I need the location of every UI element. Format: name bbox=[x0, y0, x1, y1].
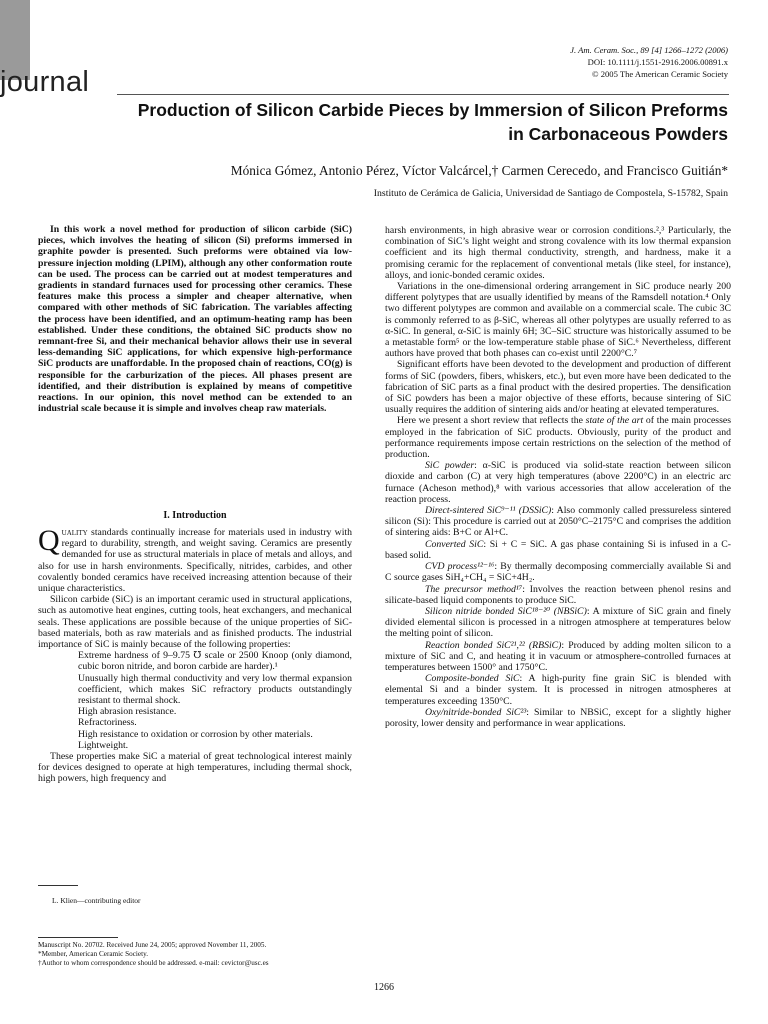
right-paragraph-4: Here we present a short review that reflects the state of the art of the main processes employed in the fabrication of SiC products. Obviously, purity of the product and performance requirements impose certain restrictions on the selection of the method of production. bbox=[385, 415, 731, 461]
contributing-editor: L. Klien—contributing editor bbox=[52, 896, 141, 905]
process-item-composite: Composite-bonded SiC: A high-purity fine grain SiC is blended with elemental Si and a binder system. It is processed in nitrogen atmospheres at temperatures exceeding 1350°C. bbox=[385, 673, 731, 707]
introduction-body bbox=[38, 524, 352, 785]
right-column-body bbox=[385, 225, 731, 729]
property-item: Lightweight. bbox=[78, 739, 129, 751]
intro-paragraph-2: Silicon carbide (SiC) is an important ceramic used in structural applications, such as automotive heat engines, cutting tools, heat exchangers, and mechanical seals. These applications are possible because of the unique properties of SiC-based materials, both as raw materials and as finished products. The industrial importance of SiC is mainly because of the following properties: bbox=[38, 594, 352, 651]
journal-logo: journal bbox=[0, 66, 90, 98]
process-item-nbsic: Silicon nitride bonded SiC¹⁸⁻²⁰ (NBSiC): A mixture of SiC grain and finely divided elemental silicon is processed in a nitrogen atmosphere at temperatures below the melting point of silicon. bbox=[385, 605, 731, 640]
abstract-text: In this work a novel method for production of silicon carbide (SiC) pieces, which involves the heating of silicon (Si) preforms immersed in graphite powder is presented. Such preforms were obtained via low-pressure injection molding (LPIM), although any other conformation route can be used. The process can be carried out at modest temperatures and gradients in standard furnaces used for processing other ceramics. These features make this process a simpler and cheaper alternative, when compared with other methods of SiC fabrication. The variables affecting the process have been identified, and an optimum-heating ramp has been established. Under these conditions, the obtained SiC products show no remnant-free Si, and their mechanical behavior allows their use in several less-demanding SiC applications, for which expensive high-performance SiC products are unaffordable. In the proposed chain of reactions, CO(g) is responsible for the carburization of the pieces. All phases present are identified, and their distribution is explained by means of competitive reactions. In our opinion, this novel method can be extended to an industrial scale because it is simple and involves cheap raw materials. bbox=[38, 224, 352, 415]
intro-paragraph-1: Quality standards continually increase for materials used in industry with regard to durability, strength, and weight saving. Ceramics are presently demanded for use as structural materials in place of metals and alloys, and also for use in harsh environments. Specifically, nitrides, carbides, and other covalently bonded ceramics have received increasing attention because of their unique characteristics. bbox=[38, 524, 352, 595]
process-item-rbsic: Reaction bonded SiC²¹,²² (RBSiC): Produced by adding molten silicon to a mixture of SiC and C, and heating it in vacuum or atmosphere-controlled furnaces at temperatures between 1500° and 1750°C. bbox=[385, 639, 731, 673]
process-item-sic-powder: SiC powder: α-SiC is produced via solid-state reaction between silicon dioxide and carbon (C) at very high temperatures (above 2200°C) in an electric arc furnace (Acheson method),⁸ with various accessories that allow acceleration of the reaction process. bbox=[385, 460, 731, 505]
right-paragraph-1: harsh environments, in high abrasive wear or corrosion conditions.²,³ Particularly, the combination of SiC’s light weight and strong covalence with its low thermal expansion coefficient and its high thermal conductivity, strength, and hardness, make it a promising ceramic for the replacement of conventional metals (like steel, for instance), alloys, and ionic-bonded ceramic oxides. bbox=[385, 225, 731, 281]
article-title bbox=[108, 98, 728, 146]
footnote-rule bbox=[38, 937, 118, 938]
intro-paragraph-3: These properties make SiC a material of great technological interest mainly for devices designed to operate at high temperatures, including thermal shock, high powers, high frequency and bbox=[38, 751, 352, 785]
right-paragraph-2: Variations in the one-dimensional ordering arrangement in SiC produce nearly 200 different polytypes that are usually identified by means of the Ramsdell notation.⁴ Only two different polytypes are common and available on a commercial scale. The cubic 3C is commonly referred to as β-SiC, whereas all other polytypes are usually referred to as α-SiC. In general, α-SiC is mainly 6H; 3C–SiC structure was historically assumed to be a metastable form⁵ or the low-temperature stable phase of SiC.⁶ Nevertheless, different authors have proved that both phases can co-exist until 2200°C.⁷ bbox=[385, 281, 731, 360]
title-line-2: in Carbonaceous Powders bbox=[508, 124, 728, 144]
footnote-member: *Member, American Ceramic Society. bbox=[38, 950, 149, 959]
process-item-precursor: The precursor method¹⁷: Involves the reaction between phenol resins and silicate-based liquid components to produce SiC. bbox=[385, 583, 731, 606]
title-line-1: Production of Silicon Carbide Pieces by Immersion of Silicon Preforms bbox=[137, 100, 728, 120]
header-rule bbox=[117, 94, 729, 95]
section-heading: I. Introduction bbox=[163, 510, 227, 521]
property-item: High abrasion resistance. bbox=[78, 706, 177, 718]
footnote-correspondence: †Author to whom correspondence should be addressed. e-mail: cevictor@usc.es bbox=[38, 959, 269, 968]
citation-line: J. Am. Ceram. Soc., 89 [4] 1266–1272 (2006) bbox=[570, 45, 728, 55]
property-item: Unusually high thermal conductivity and very low thermal expansion coefficient, which makes SiC refractory products outstandingly resistant to thermal shock. bbox=[78, 672, 352, 707]
abstract bbox=[38, 224, 352, 414]
process-item-oxynitride: Oxy/nitride-bonded SiC²³: Similar to NBSiC, except for a slightly higher porosity, lower density and performance in wear applications. bbox=[385, 706, 731, 729]
doi-line: DOI: 10.1111/j.1551-2916.2006.00891.x bbox=[587, 57, 728, 67]
page-number: 1266 bbox=[374, 982, 394, 993]
author-list: Mónica Gómez, Antonio Pérez, Víctor Valcárcel,† Carmen Cerecedo, and Francisco Guitián* bbox=[230, 163, 728, 178]
property-item: Refractoriness. bbox=[78, 717, 137, 729]
footnote-manuscript: Manuscript No. 20702. Received June 24, 2005; approved November 11, 2005. bbox=[38, 941, 267, 949]
citation-block bbox=[570, 44, 728, 80]
process-item-cvd: CVD process¹²⁻¹⁶: By thermally decomposing commercially available Si and C source gases SiH₄+CH₄ = SiC+4H₂. bbox=[385, 561, 731, 584]
affiliation: Instituto de Cerámica de Galicia, Universidad de Santiago de Compostela, S-15782, Spain bbox=[373, 188, 728, 199]
copyright-line: © 2005 The American Ceramic Society bbox=[592, 69, 728, 79]
property-item: Extreme hardness of 9–9.75 ℧ scale or 2500 Knoop (only diamond, cubic boron nitride, and boron carbide are harder).¹ bbox=[78, 650, 352, 673]
process-item-converted: Converted SiC: Si + C = SiC. A gas phase containing Si is infused in a C-based solid. bbox=[385, 538, 732, 561]
editor-rule bbox=[38, 885, 78, 886]
right-paragraph-3: Significant efforts have been devoted to the development and production of different forms of SiC (powders, fibers, whiskers, etc.), but even more have been dedicated to the fabrication of SiC parts as a final product with the desired properties. The densification of SiC powders has been a major objective of these efforts, because sintering of SiC usually requires the addition of sintering aids and/or heating at elevated temperatures. bbox=[385, 359, 731, 416]
drop-cap: Q bbox=[38, 524, 60, 557]
footnotes bbox=[38, 941, 352, 969]
property-item: High resistance to oxidation or corrosion by other materials. bbox=[78, 728, 313, 740]
process-item-dssic: Direct-sintered SiC⁹⁻¹¹ (DSSiC): Also commonly called pressureless sintered silicon (Si): This procedure is carried out at 2050°C–2175°C and comprises the addition of sintering aids: B+C or Al+C. bbox=[385, 505, 731, 539]
